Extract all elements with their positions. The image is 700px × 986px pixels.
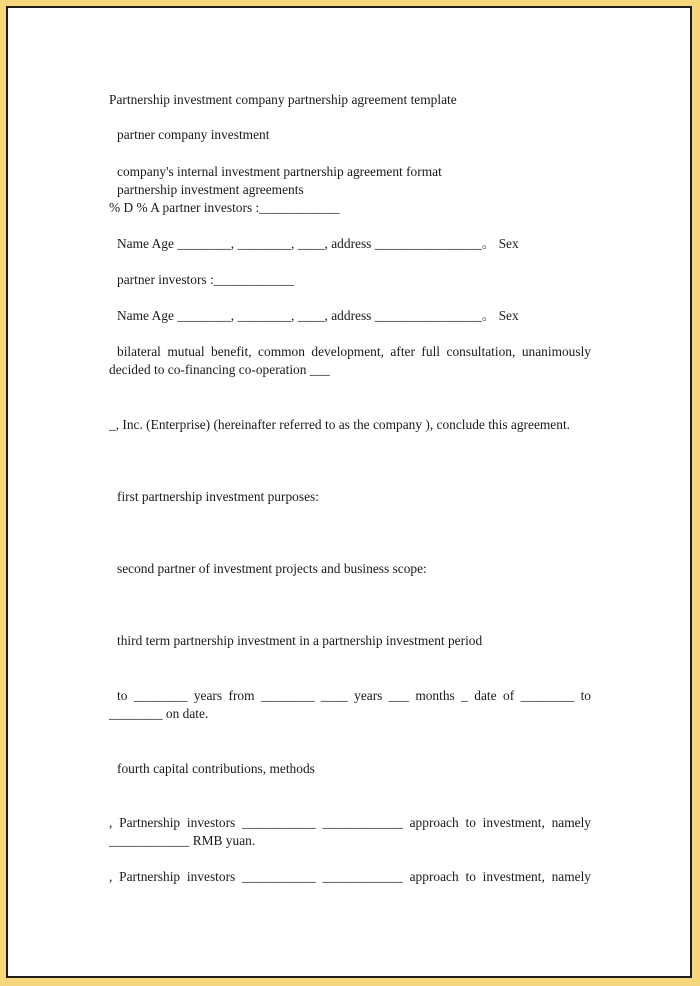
contribution-1-line-2: ____________ RMB yuan.: [109, 833, 256, 848]
subtitle: partner company investment: [117, 127, 270, 142]
format-line-1: company's internal investment partnership agreement format: [117, 164, 442, 179]
contribution-2-line-1: , Partnership investors ___________ ____________ approach to investment, namely: [109, 869, 591, 884]
preamble-line-2: decided to co-financing co-operation ___: [109, 362, 330, 377]
document-title: Partnership investment company partnership agreement template: [109, 92, 457, 107]
party-a-line: % D % A partner investors :____________: [109, 200, 340, 215]
section-3-heading: third term partnership investment in a partnership investment period: [117, 633, 483, 648]
contribution-1-line-1: , Partnership investors ___________ ____________ approach to investment, namely: [109, 815, 591, 830]
company-line: _, Inc. (Enterprise) (hereinafter referred to as the company ), conclude this agreement.: [109, 417, 571, 432]
party-b-line: partner investors :____________: [117, 272, 295, 287]
format-line-2: partnership investment agreements: [117, 182, 304, 197]
party-b-details: Name Age ________, ________, ____, address ________________。 Sex: [117, 308, 519, 323]
section-2-heading: second partner of investment projects and business scope:: [117, 561, 427, 576]
section-1-heading: first partnership investment purposes:: [117, 489, 319, 504]
party-a-details: Name Age ________, ________, ____, address ________________。 Sex: [117, 236, 519, 251]
preamble-line-1: bilateral mutual benefit, common development, after full consultation, unanimously: [117, 344, 591, 359]
period-line-2: ________ on date.: [109, 706, 209, 721]
period-line-1: to ________ years from ________ ____ years ___ months _ date of ________ to: [117, 688, 591, 703]
section-4-heading: fourth capital contributions, methods: [117, 761, 315, 776]
